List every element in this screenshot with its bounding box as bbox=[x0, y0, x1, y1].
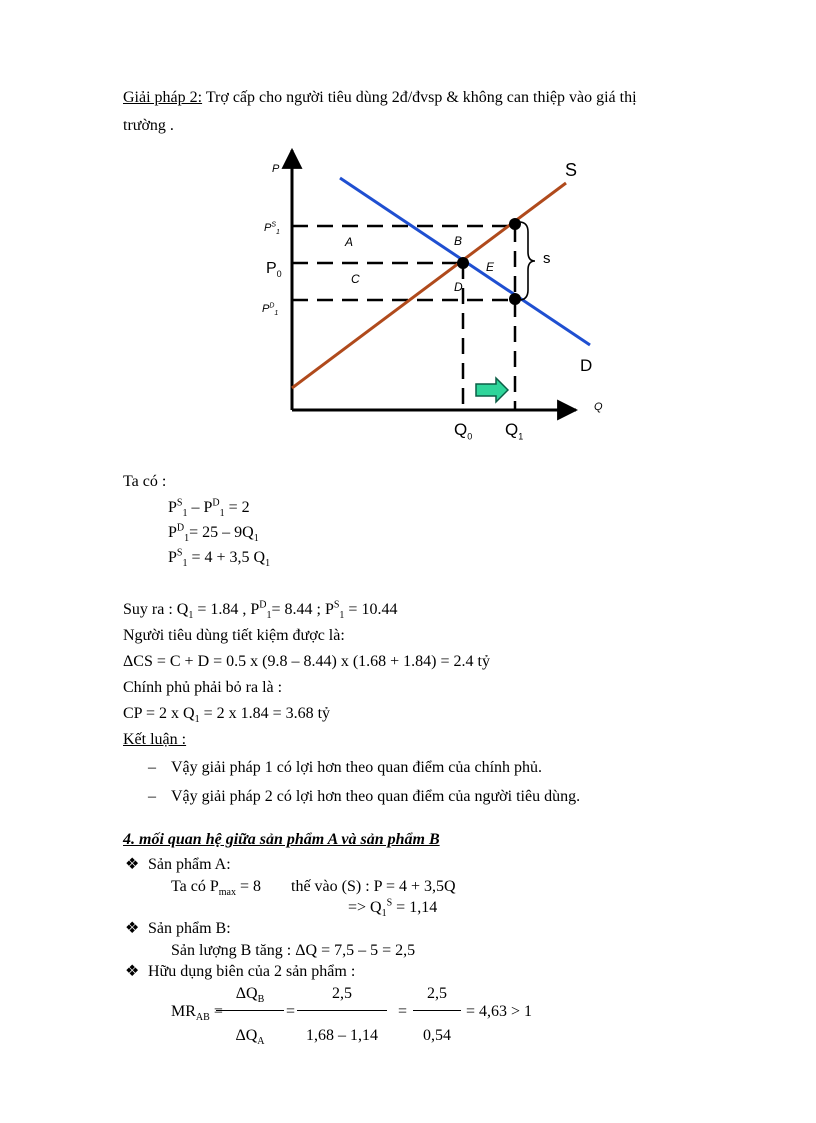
area-label-d: D bbox=[454, 280, 463, 294]
point-pd1 bbox=[509, 293, 521, 305]
fraction-bar-3 bbox=[413, 1010, 461, 1011]
mr-lhs: $MR_{AB}$ = bbox=[171, 1003, 223, 1024]
product-b-line: Sản lượng B tăng : ΔQ = 7,5 – 5 = 2,5 bbox=[171, 942, 416, 959]
series-label-s: S bbox=[565, 160, 578, 180]
mr-num-2: 2,5 bbox=[332, 985, 352, 1002]
equation-2: $P^D_1= 25 - 9Q_1$ bbox=[168, 522, 259, 545]
product-a-label: Sản phẩm A: bbox=[148, 856, 231, 873]
product-a-substitute: thế vào (S) : P = 4 + 3,5Q bbox=[291, 878, 456, 895]
heading-label: Giải pháp 2: bbox=[123, 89, 203, 106]
fraction-bar-2 bbox=[297, 1010, 387, 1011]
tick-label-p0: $P_0$ bbox=[266, 260, 282, 280]
marginal-label: Hữu dụng biên của 2 sản phẩm : bbox=[148, 963, 356, 980]
taco-label: Ta có : bbox=[123, 473, 167, 490]
tick-label-ps1: $P^S_1$ bbox=[264, 221, 280, 237]
conclusion-bullet-1: – bbox=[148, 759, 156, 776]
product-b-label: Sản phẩm B: bbox=[148, 920, 231, 937]
shift-arrow-icon bbox=[476, 378, 508, 402]
cp-line: CP = 2 x $Q_1 = 2$ x 1.84 = 3.68 tỷ bbox=[123, 705, 331, 726]
subsidy-brace bbox=[519, 222, 535, 300]
axis-label-q: Q bbox=[594, 401, 603, 413]
supply-demand-chart bbox=[0, 0, 816, 470]
equation-1: $P^S_1 - P^D_1 = 2$ bbox=[168, 497, 250, 520]
bullet-product-b: ❖ bbox=[125, 920, 140, 937]
product-a-line-2: => $Q_1^S = 1,14$ bbox=[348, 897, 438, 920]
mr-eq-2: = bbox=[286, 1003, 296, 1020]
result-line: Suy ra : $Q_1 = 1.84$ , $P^D_1= 8.44$ ; $P^S_1 = 10.44$ bbox=[123, 599, 398, 622]
equilibrium-point bbox=[457, 257, 469, 269]
mr-eq-3: = bbox=[398, 1003, 408, 1020]
heading-text: Trợ cấp cho người tiêu dùng 2đ/đvsp & không can thiệp vào giá thị bbox=[205, 89, 637, 106]
conclusion-item-1: Vậy giải pháp 1 có lợi hơn theo quan điểm của chính phủ. bbox=[171, 759, 543, 776]
mr-result: = 4,63 > 1 bbox=[466, 1003, 533, 1020]
mr-num-3: 2,5 bbox=[427, 985, 447, 1002]
fraction-bar-1 bbox=[216, 1010, 284, 1011]
brace-label: s bbox=[543, 250, 551, 267]
bullet-marginal: ❖ bbox=[125, 963, 140, 980]
consumer-saving-label: Người tiêu dùng tiết kiệm được là: bbox=[123, 627, 345, 644]
conclusion-label: Kết luận : bbox=[123, 731, 187, 748]
mr-num-1: $\Delta Q_B$ bbox=[235, 985, 265, 1006]
product-a-line-1: Ta có $P_{max} = 8$ bbox=[171, 878, 262, 899]
area-label-a: A bbox=[345, 235, 354, 249]
tick-label-q0: $Q_0$ bbox=[454, 420, 473, 442]
gov-spend-label: Chính phủ phải bỏ ra là : bbox=[123, 679, 283, 696]
area-label-e: E bbox=[486, 260, 495, 274]
axis-label-p: P bbox=[272, 163, 280, 175]
mr-den-1: $\Delta Q_A$ bbox=[235, 1027, 265, 1048]
conclusion-item-2: Vậy giải pháp 2 có lợi hơn theo quan điểm của người tiêu dùng. bbox=[171, 788, 581, 805]
bullet-product-a: ❖ bbox=[125, 856, 140, 873]
equation-3: $P^S_1 = 4 + 3,5$ $Q_1$ bbox=[168, 547, 271, 570]
mr-den-3: 0,54 bbox=[423, 1027, 451, 1044]
series-label-d: D bbox=[580, 356, 593, 375]
supply-curve bbox=[292, 183, 566, 388]
delta-cs-line: ΔCS = C + D = 0.5 x (9.8 – 8.44) x (1.68 + 1.84) = 2.4 tỷ bbox=[123, 653, 490, 670]
tick-label-pd1: $P^D_1$ bbox=[262, 302, 279, 318]
conclusion-bullet-2: – bbox=[148, 788, 156, 805]
point-ps1 bbox=[509, 218, 521, 230]
area-label-c: C bbox=[351, 272, 360, 286]
mr-den-2: 1,68 – 1,14 bbox=[306, 1027, 378, 1044]
tick-label-q1: $Q_1$ bbox=[505, 420, 524, 442]
area-label-b: B bbox=[454, 234, 463, 248]
section4-title: 4. mối quan hệ giữa sản phẩm A và sản phẩm B bbox=[123, 831, 440, 848]
heading-line-2: trường . bbox=[123, 117, 174, 134]
